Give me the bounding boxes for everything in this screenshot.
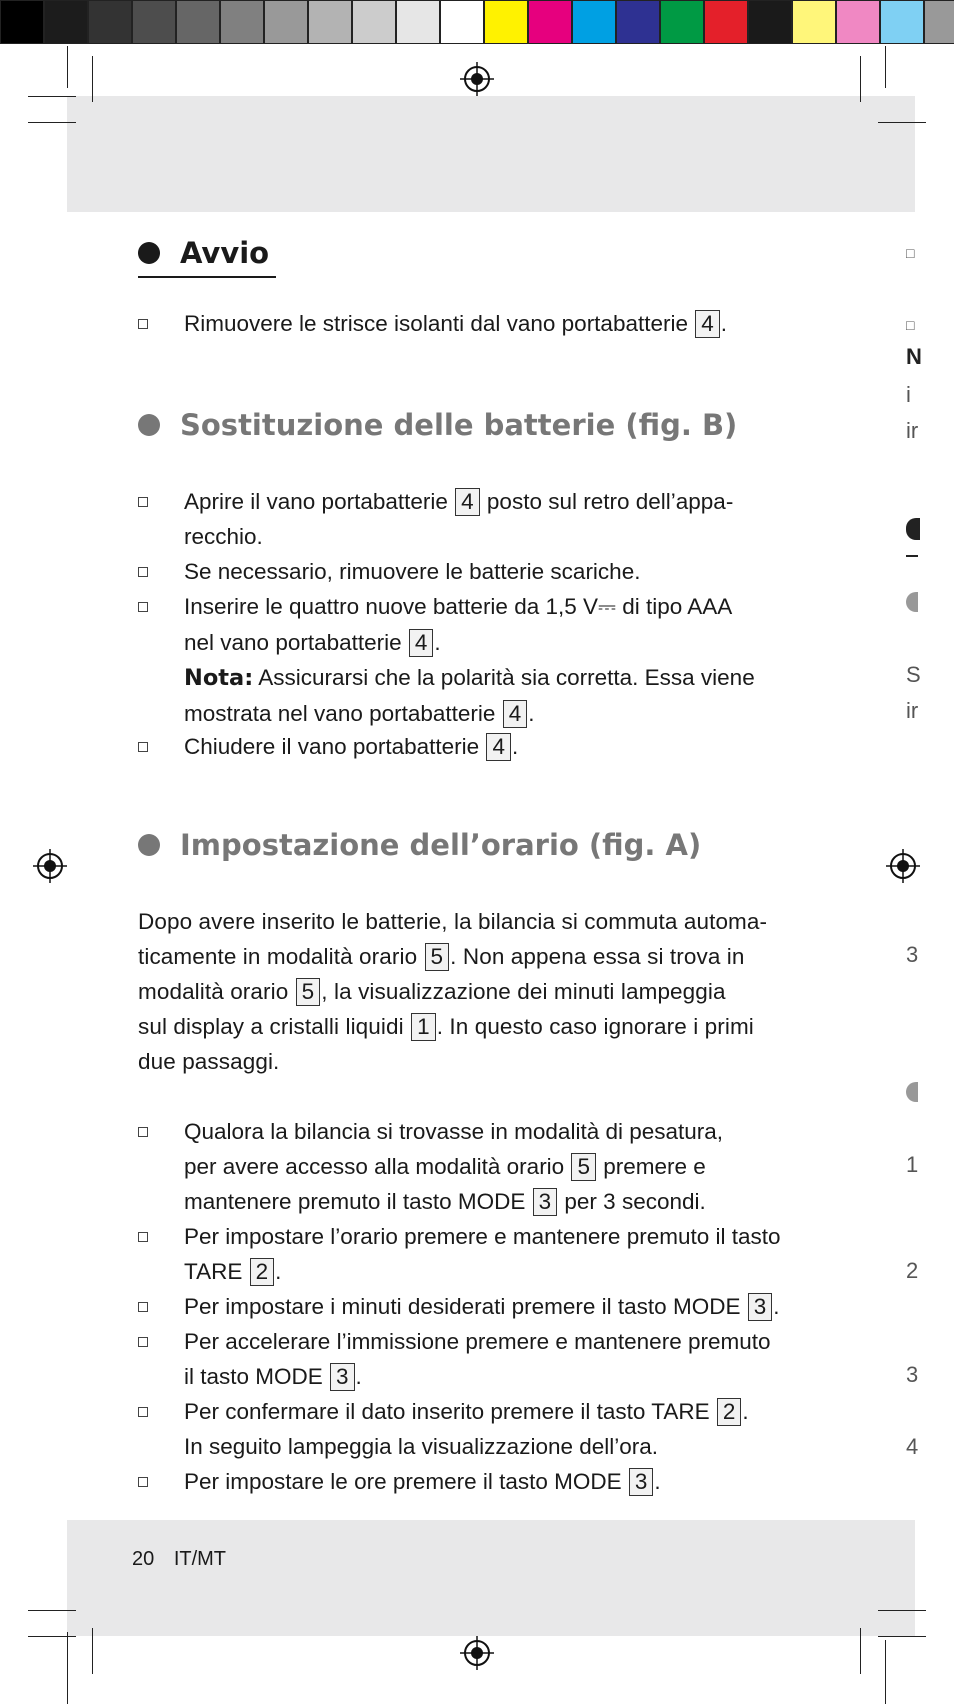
registration-mark-icon (33, 849, 67, 883)
reference-number: 5 (296, 978, 321, 1006)
margin-fragment: N (906, 344, 922, 369)
list-item: Per impostare l’orario premere e mantenere premuto il tasto TARE 2 . (138, 1219, 818, 1289)
margin-fragment: 3 (906, 942, 919, 967)
margin-fragment: i (906, 382, 911, 407)
crop-mark (92, 56, 93, 102)
header-band (67, 96, 915, 212)
color-swatch (44, 0, 88, 44)
margin-fragment: 4 (906, 1434, 919, 1459)
crop-mark (28, 96, 76, 97)
color-swatch (88, 0, 132, 44)
color-swatch (308, 0, 352, 44)
section-heading-sostituzione (138, 408, 737, 442)
page-footer (132, 1548, 240, 1571)
color-swatch (660, 0, 704, 44)
checkbox-bullet-icon (138, 497, 148, 507)
margin-fragment (906, 555, 918, 557)
color-swatch (352, 0, 396, 44)
margin-fragment: 3 (906, 1362, 919, 1387)
list-item: Per confermare il dato inserito premere il tasto TARE 2 . In seguito lampeggia la visualizzazione dell’ora. (138, 1394, 818, 1464)
reference-number: 4 (486, 733, 511, 761)
color-swatch (792, 0, 836, 44)
margin-fragment: □ (906, 317, 915, 333)
crop-mark (67, 1632, 68, 1704)
intro-paragraph: Dopo avere inserito le batterie, la bilancia si commuta automa- ticamente in modalità orario 5 . Non appena essa si trova in modalità orario 5 , la visualizzazione dei minuti lampeggia sul display a cristalli liquidi 1 . In questo caso ignorare i primi due passaggi. (138, 909, 768, 1074)
crop-mark (885, 1640, 886, 1704)
margin-fragment: ir (906, 418, 919, 443)
margin-fragment: ir (906, 698, 919, 723)
color-swatch (616, 0, 660, 44)
crop-mark (878, 1636, 926, 1637)
heading-text: Avvio (180, 236, 270, 270)
registration-mark-icon (460, 62, 494, 96)
crop-mark (860, 56, 861, 102)
reference-number: 1 (411, 1013, 436, 1041)
color-swatch (880, 0, 924, 44)
process-color-bar (484, 0, 954, 46)
color-swatch (528, 0, 572, 44)
dc-symbol-icon: ⎓ (598, 594, 616, 620)
color-swatch (704, 0, 748, 44)
color-swatch (132, 0, 176, 44)
section-heading-orario (138, 828, 701, 862)
color-swatch (924, 0, 954, 44)
crop-mark (878, 1610, 926, 1611)
checkbox-bullet-icon (138, 567, 148, 577)
checkbox-bullet-icon (138, 1337, 148, 1347)
reference-number: 4 (503, 700, 528, 728)
crop-mark (28, 122, 76, 123)
list-item: Per impostare i minuti desiderati premere il tasto MODE 3 . (138, 1289, 818, 1324)
margin-fragment (906, 592, 918, 612)
reference-number: 5 (425, 943, 450, 971)
reference-number: 4 (409, 629, 434, 657)
reference-number: 3 (748, 1293, 773, 1321)
checkbox-bullet-icon (138, 1477, 148, 1487)
color-swatch (748, 0, 792, 44)
footer-band (67, 1520, 915, 1636)
list-item: Rimuovere le strisce isolanti dal vano portabatterie 4 . (138, 306, 818, 341)
margin-fragment: 2 (906, 1258, 919, 1283)
list-item: Se necessario, rimuovere le batterie scariche. (138, 554, 818, 589)
list-item: Chiudere il vano portabatterie 4 . (138, 729, 818, 764)
margin-fragment: □ (906, 245, 915, 261)
language-code: IT/MT (173, 1548, 227, 1570)
color-swatch (484, 0, 528, 44)
reference-number: 3 (629, 1468, 654, 1496)
reference-number: 2 (717, 1398, 742, 1426)
checkbox-bullet-icon (138, 742, 148, 752)
color-swatch (176, 0, 220, 44)
crop-mark (28, 1636, 76, 1637)
crop-mark (28, 1610, 76, 1611)
bullet-dot-icon (138, 242, 160, 264)
color-swatch (264, 0, 308, 44)
color-swatch (220, 0, 264, 44)
bullet-dot-icon (138, 414, 160, 436)
crop-mark (860, 1628, 861, 1674)
grayscale-color-bar (0, 0, 484, 46)
list-item: Aprire il vano portabatterie 4 posto sul retro dell’appa- recchio. (138, 484, 818, 554)
list-item: Per accelerare l’immissione premere e mantenere premuto il tasto MODE 3 . (138, 1324, 818, 1394)
heading-underline (138, 276, 276, 278)
list-item: Per impostare le ore premere il tasto MODE 3 . (138, 1464, 818, 1499)
heading-text: Impostazione dell’orario (fig. A) (180, 828, 702, 862)
registration-mark-icon (886, 849, 920, 883)
list-item: Qualora la bilancia si trovasse in modalità di pesatura, per avere accesso alla modalità orario 5 premere e mantenere premuto il tasto MODE 3 per 3 secondi. (138, 1114, 818, 1219)
crop-mark (92, 1628, 93, 1674)
margin-fragment (906, 1082, 918, 1102)
crop-mark (67, 46, 68, 88)
checkbox-bullet-icon (138, 1127, 148, 1137)
note-label: Nota: (184, 665, 254, 691)
color-swatch (0, 0, 44, 44)
checkbox-bullet-icon (138, 1407, 148, 1417)
color-swatch (572, 0, 616, 44)
list-item: Inserire le quattro nuove batterie da 1,5 V⎓ di tipo AAA nel vano portabatterie 4 . Nota: Assicurarsi che la polarità sia corretta. Essa viene mostrata nel vano portabatterie 4 . (138, 589, 818, 731)
crop-mark (878, 122, 926, 123)
margin-fragment: 1 (906, 1152, 919, 1177)
reference-number: 2 (250, 1258, 275, 1286)
heading-text: Sostituzione delle batterie (fig. B) (180, 408, 738, 442)
reference-number: 3 (330, 1363, 355, 1391)
reference-number: 4 (455, 488, 480, 516)
color-swatch (396, 0, 440, 44)
checkbox-bullet-icon (138, 1232, 148, 1242)
registration-mark-icon (460, 1636, 494, 1670)
color-swatch (836, 0, 880, 44)
page-number: 20 (132, 1548, 155, 1570)
crop-mark (885, 46, 886, 88)
reference-number: 3 (533, 1188, 558, 1216)
bullet-dot-icon (138, 834, 160, 856)
margin-fragment: S (906, 662, 921, 687)
reference-number: 5 (571, 1153, 596, 1181)
checkbox-bullet-icon (138, 1302, 148, 1312)
checkbox-bullet-icon (138, 319, 148, 329)
margin-fragment (906, 518, 920, 540)
section-heading-avvio (138, 236, 269, 270)
reference-number: 4 (695, 310, 720, 338)
color-swatch (440, 0, 484, 44)
checkbox-bullet-icon (138, 602, 148, 612)
